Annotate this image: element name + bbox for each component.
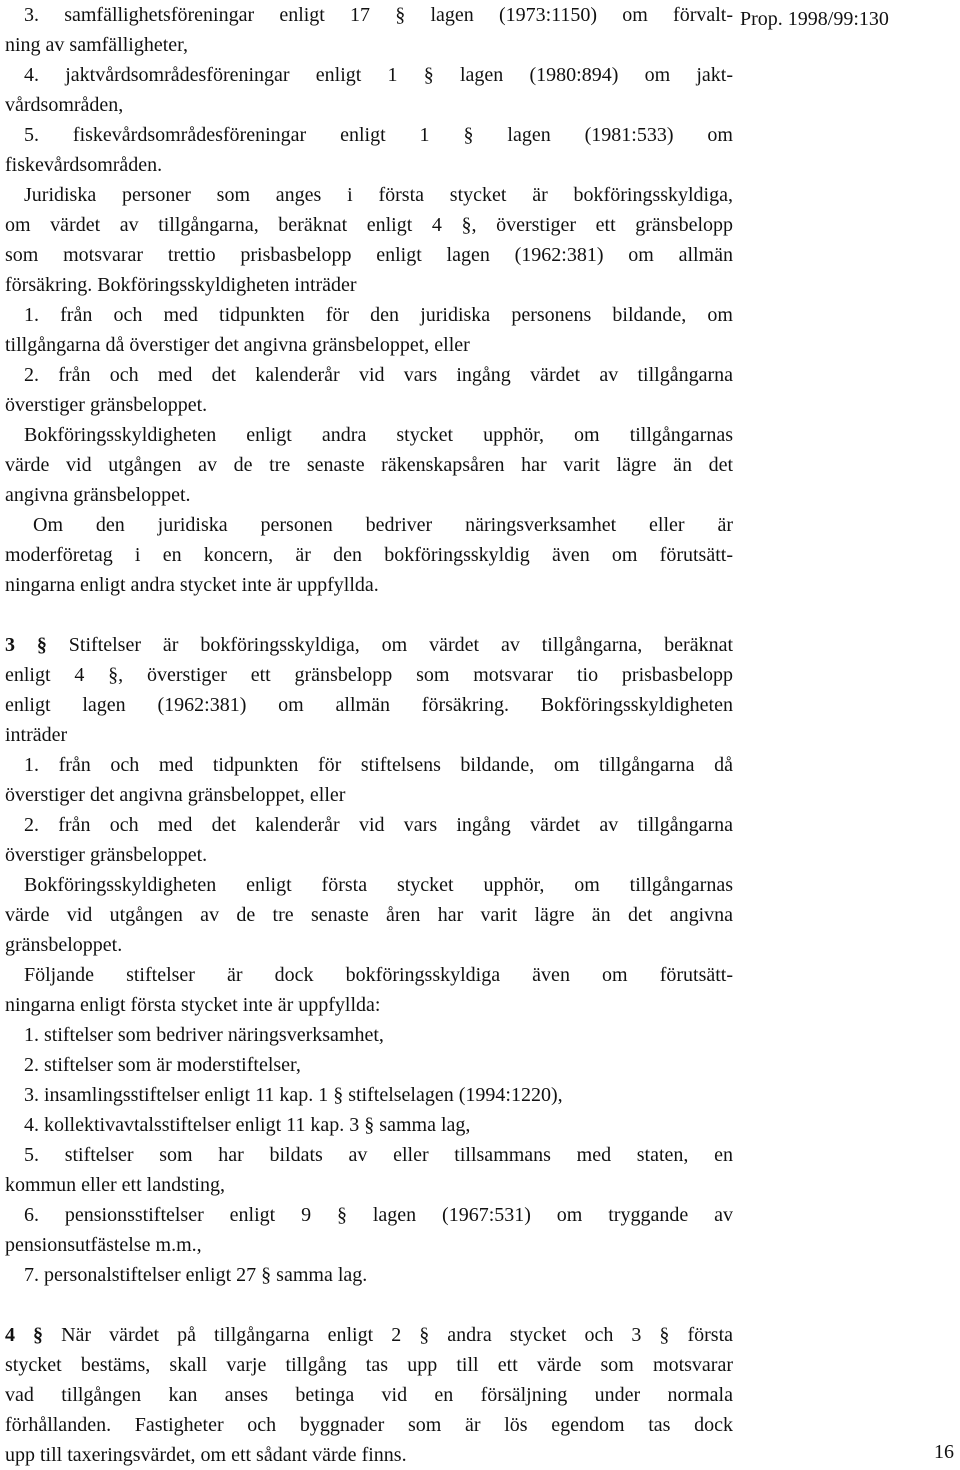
section-spacer (5, 1290, 733, 1320)
text-line: överstiger det angivna gränsbeloppet, eller (5, 784, 346, 806)
paragraph (5, 960, 733, 1020)
list-item (5, 750, 733, 810)
text-line: 4. jaktvårdsområdesföreningar enligt 1 § lagen (1980:894) om jakt- (24, 64, 733, 86)
text-line: enligt lagen (1962:381) om allmän försäkring. Bokföringsskyldigheten (5, 694, 733, 716)
section-marker: 3 § (5, 634, 47, 656)
list-item (5, 1020, 733, 1050)
section-3 (5, 630, 733, 750)
text-line: pensionsutfästelse m.m., (5, 1234, 202, 1256)
text-line: stycket bestäms, skall varje tillgång tas upp till ett värde som motsvarar (5, 1354, 733, 1376)
text-line: gränsbeloppet. (5, 934, 123, 956)
list-item (5, 360, 733, 420)
text-line: ning av samfälligheter, (5, 34, 189, 56)
text-line: överstiger gränsbeloppet. (5, 844, 208, 866)
text-line: 3. insamlingsstiftelser enligt 11 kap. 1 § stiftelselagen (1994:1220), (24, 1084, 563, 1106)
section-text: Stiftelser är bokföringsskyldiga, om värdet av tillgångarna, beräknat (46, 634, 734, 656)
paragraph (5, 870, 733, 960)
text-line: tillgångarna då överstiger det angivna gränsbeloppet, eller (5, 334, 470, 356)
text-line: 1. stiftelser som bedriver näringsverksamhet, (24, 1024, 384, 1046)
text-line: ningarna enligt andra stycket inte är uppfyllda. (5, 574, 379, 596)
text-line: som motsvarar trettio prisbasbelopp enligt lagen (1962:381) om allmän (5, 244, 733, 266)
page-number: 16 (934, 1441, 954, 1463)
text-line: kommun eller ett landsting, (5, 1174, 225, 1196)
text-line: 7. personalstiftelser enligt 27 § samma lag. (24, 1264, 368, 1286)
section-4 (5, 1320, 733, 1470)
list-item (5, 1110, 733, 1140)
paragraph (5, 420, 733, 510)
document-body (5, 0, 733, 1470)
text-line: 5. stiftelser som har bildats av eller tillsammans med staten, en (24, 1144, 733, 1166)
text-line: 1. från och med tidpunkten för den juridiska personens bildande, om (24, 304, 733, 326)
text-line: vad tillgången kan anses betinga vid en försäljning under normala (5, 1384, 733, 1406)
text-line: vårdsområden, (5, 94, 124, 116)
list-item (5, 1140, 733, 1200)
section-text: När värdet på tillgångarna enligt 2 § andra stycket och 3 § första (43, 1324, 733, 1346)
text-line: 4. kollektivavtalsstiftelser enligt 11 kap. 3 § samma lag, (24, 1114, 471, 1136)
text-line: värde vid utgången av de tre senaste räkenskapsåren har varit lägre än det (5, 454, 733, 476)
text-line: moderföretag i en koncern, är den bokföringsskyldig även om förutsätt- (5, 544, 733, 566)
text-line: angivna gränsbeloppet. (5, 484, 191, 506)
list-item (5, 60, 733, 120)
text-line: 3. samfällighetsföreningar enligt 17 § lagen (1973:1150) om förvalt- (24, 4, 733, 26)
list-item (5, 300, 733, 360)
text-line: Juridiska personer som anges i första stycket är bokföringsskyldiga, (24, 184, 733, 206)
text-line: Bokföringsskyldigheten enligt första stycket upphör, om tillgångarnas (24, 874, 733, 896)
text-line: om värdet av tillgångarna, beräknat enligt 4 §, överstiger ett gränsbelopp (5, 214, 733, 236)
text-line (5, 1320, 733, 1350)
section-marker: 4 § (5, 1324, 44, 1346)
text-line: värde vid utgången av de tre senaste åren har varit lägre än det angivna (5, 904, 733, 926)
list-item (5, 810, 733, 870)
text-line: inträder (5, 724, 68, 746)
text-line: förhållanden. Fastigheter och byggnader som är lös egendom tas dock (5, 1414, 733, 1436)
text-line: försäkring. Bokföringsskyldigheten inträder (5, 274, 357, 296)
text-line (5, 630, 733, 660)
text-line: enligt 4 §, överstiger ett gränsbelopp som motsvarar tio prisbasbelopp (5, 664, 733, 686)
text-line: Bokföringsskyldigheten enligt andra stycket upphör, om tillgångarnas (24, 424, 733, 446)
text-line: Om den juridiska personen bedriver näringsverksamhet eller är (33, 514, 733, 536)
list-item (5, 120, 733, 180)
text-line: 2. stiftelser som är moderstiftelser, (24, 1054, 301, 1076)
text-line: överstiger gränsbeloppet. (5, 394, 208, 416)
list-item (5, 1050, 733, 1080)
section-spacer (5, 600, 733, 630)
paragraph (5, 510, 733, 600)
text-line: ningarna enligt första stycket inte är uppfyllda: (5, 994, 381, 1016)
list-item (5, 1200, 733, 1260)
text-line: 2. från och med det kalenderår vid vars ingång värdet av tillgångarna (24, 364, 733, 386)
proposition-number: Prop. 1998/99:130 (740, 8, 889, 30)
list-item (5, 1260, 733, 1290)
text-line: 6. pensionsstiftelser enligt 9 § lagen (1967:531) om tryggande av (24, 1204, 733, 1226)
text-line: 5. fiskevårdsområdesföreningar enligt 1 § lagen (1981:533) om (24, 124, 733, 146)
text-line: 1. från och med tidpunkten för stiftelsens bildande, om tillgångarna då (24, 754, 733, 776)
text-line: fiskevårdsområden. (5, 154, 163, 176)
paragraph (5, 180, 733, 300)
list-item (5, 0, 733, 60)
text-line: upp till taxeringsvärdet, om ett sådant värde finns. (5, 1444, 407, 1466)
text-line: 2. från och med det kalenderår vid vars ingång värdet av tillgångarna (24, 814, 733, 836)
text-line: Följande stiftelser är dock bokföringsskyldiga även om förutsätt- (24, 964, 733, 986)
list-item (5, 1080, 733, 1110)
